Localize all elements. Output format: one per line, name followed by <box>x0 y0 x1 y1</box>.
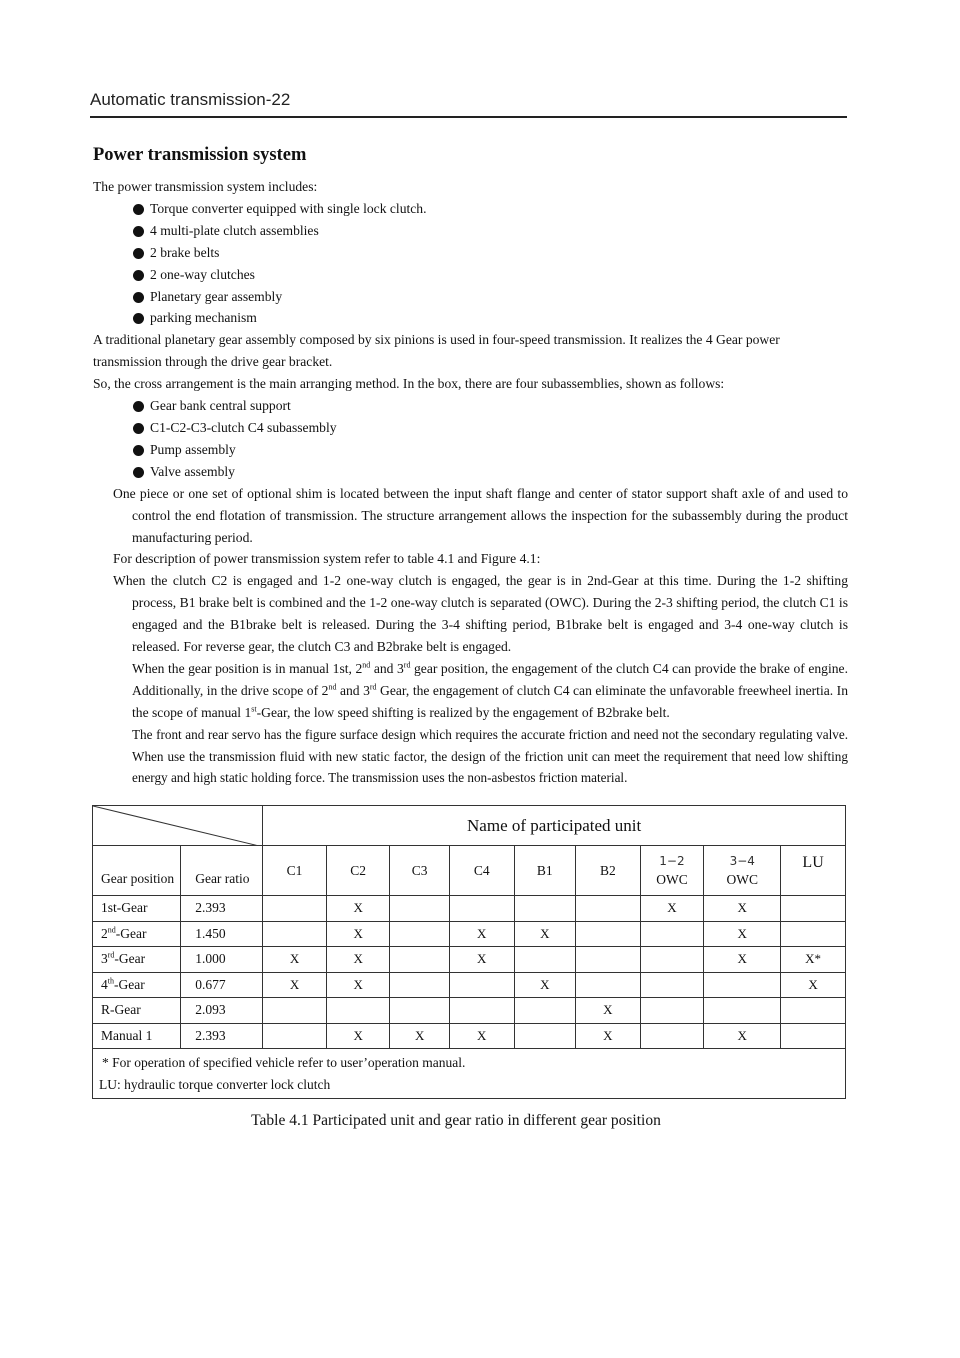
body-text <box>93 176 848 789</box>
gear-table <box>92 805 846 1099</box>
participated-unit-header: Name of participated unit <box>263 806 846 846</box>
bullet-icon <box>133 467 144 478</box>
gear-position-cell: Manual 1 <box>93 1023 181 1049</box>
subassembly-item <box>93 439 848 461</box>
page-header: Automatic transmission-22 <box>90 90 291 109</box>
subassembly-label: Gear bank central support <box>150 398 291 414</box>
table-row <box>93 921 846 947</box>
unit-header-b2: B2 <box>576 846 641 896</box>
engagement-cell: X <box>514 972 576 998</box>
engagement-cell <box>781 1023 846 1049</box>
bullet-icon <box>133 226 144 237</box>
unit-header-owc34: 3−4 OWC <box>704 846 781 896</box>
gear-ratio-header: Gear ratio <box>181 846 263 896</box>
engagement-cell <box>781 896 846 922</box>
subassembly-label: C1-C2-C3-clutch C4 subassembly <box>150 419 337 435</box>
gear-ratio-cell: 1.450 <box>181 921 263 947</box>
bullet-icon <box>133 445 144 456</box>
engagement-cell <box>263 921 327 947</box>
engagement-cell: X <box>326 972 390 998</box>
component-item <box>93 220 848 242</box>
unit-header-c1: C1 <box>263 846 327 896</box>
table-row <box>93 947 846 973</box>
gear-ratio-cell: 0.677 <box>181 972 263 998</box>
unit-header-c2: C2 <box>326 846 390 896</box>
engagement-cell <box>390 896 449 922</box>
table-notes <box>93 1049 846 1099</box>
diagonal-header-cell <box>93 806 263 846</box>
component-label: 4 multi-plate clutch assemblies <box>150 222 319 238</box>
gear-ratio-cell: 2.393 <box>181 1023 263 1049</box>
engagement-cell <box>514 896 576 922</box>
engagement-cell <box>640 972 704 998</box>
engagement-cell <box>576 896 641 922</box>
table-caption: Table 4.1 Participated unit and gear ratio in different gear position <box>251 1112 661 1129</box>
engagement-cell: X <box>704 1023 781 1049</box>
gear-rows <box>93 896 846 1049</box>
engagement-cell <box>326 998 390 1024</box>
engagement-cell: X <box>640 896 704 922</box>
gear-ratio-cell: 2.093 <box>181 998 263 1024</box>
unit-header-c4: C4 <box>449 846 514 896</box>
paragraph-4: For description of power transmission system refer to table 4.1 and Figure 4.1: <box>113 551 541 567</box>
paragraph-2: So, the cross arrangement is the main arranging method. In the box, there are four subassemblies, shown as follows: <box>93 376 725 392</box>
engagement-cell: X* <box>781 947 846 973</box>
engagement-cell <box>781 921 846 947</box>
bullet-icon <box>133 204 144 215</box>
subassembly-label: Pump assembly <box>150 441 236 457</box>
intro-text: The power transmission system includes: <box>93 179 318 194</box>
table-row <box>93 972 846 998</box>
engagement-cell: X <box>326 1023 390 1049</box>
component-item <box>93 198 848 220</box>
engagement-cell: X <box>326 896 390 922</box>
engagement-cell <box>514 947 576 973</box>
engagement-cell: X <box>704 947 781 973</box>
engagement-cell <box>263 1023 327 1049</box>
note-operation: * For operation of specified vehicle refer to user’operation manual. <box>102 1054 466 1070</box>
engagement-cell <box>514 998 576 1024</box>
subassembly-item <box>93 417 848 439</box>
engagement-cell: X <box>704 896 781 922</box>
gear-position-cell: 4th-Gear <box>93 972 181 998</box>
bullet-icon <box>133 423 144 434</box>
engagement-cell <box>576 972 641 998</box>
gear-position-cell: 2nd-Gear <box>93 921 181 947</box>
engagement-cell: X <box>263 972 327 998</box>
engagement-cell: X <box>576 998 641 1024</box>
component-item <box>93 286 848 308</box>
engagement-cell: X <box>781 972 846 998</box>
note-lu: LU: hydraulic torque converter lock clutch <box>99 1076 331 1092</box>
engagement-cell: X <box>449 947 514 973</box>
engagement-cell: X <box>449 1023 514 1049</box>
engagement-cell <box>263 896 327 922</box>
subassembly-list <box>93 395 848 483</box>
bullet-icon <box>133 270 144 281</box>
engagement-cell: X <box>576 1023 641 1049</box>
table-row <box>93 896 846 922</box>
component-label: Planetary gear assembly <box>150 288 283 304</box>
table-row <box>93 1023 846 1049</box>
engagement-cell <box>390 972 449 998</box>
table-row <box>93 998 846 1024</box>
engagement-cell <box>449 972 514 998</box>
unit-header-lu: LU <box>781 846 846 896</box>
unit-header-c3: C3 <box>390 846 449 896</box>
unit-header-b1: B1 <box>514 846 576 896</box>
engagement-cell <box>390 947 449 973</box>
gear-position-cell: 3rd-Gear <box>93 947 181 973</box>
gear-ratio-cell: 2.393 <box>181 896 263 922</box>
component-item <box>93 242 848 264</box>
engagement-cell <box>449 998 514 1024</box>
paragraph-6: When the gear position is in manual 1st, 2nd and 3rd gear position, the engagement of the clutch C4 can provide the brake of engine. Additionally, in the drive scope of 2nd and 3rd Gear, the engagement of clutch C4 can eliminate the unfavorable freewheel inertia. In the scope of manual 1st-Gear, the low speed shifting is realized by the engagement of B2brake belt. <box>132 660 848 720</box>
paragraph-1: A traditional planetary gear assembly composed by six pinions is used in four-speed transmission. It realizes the 4 Gear power transmission through the drive gear bracket. <box>93 332 780 370</box>
component-list <box>93 198 848 329</box>
engagement-cell: X <box>390 1023 449 1049</box>
engagement-cell <box>640 947 704 973</box>
engagement-cell <box>704 998 781 1024</box>
engagement-cell <box>514 1023 576 1049</box>
paragraph-5: When the clutch C2 is engaged and 1-2 one-way clutch is engaged, the gear is in 2nd-Gear at this time. During the 1-2 shifting process, B1 brake belt is combined and the 1-2 one-way clutch is separated (OWC). During the 2-3 shifting period, the clutch C1 is engaged and the B1brake belt is released. During the 3-4 shifting period, B1brake belt is engaged and 3-4 one-way clutch is released. For reverse gear, the clutch C3 and B2brake belt is engaged. <box>113 573 848 655</box>
subassembly-label: Valve assembly <box>150 463 235 479</box>
component-item <box>93 264 848 286</box>
paragraph-3: One piece or one set of optional shim is located between the input shaft flange and center of stator support shaft axle of and used to control the end flotation of transmission. The structure arrangement allows the inspection for the subassembly during the product manufacturing period. <box>113 485 848 545</box>
engagement-cell <box>640 1023 704 1049</box>
section-title: Power transmission system <box>93 145 307 165</box>
gear-position-cell: 1st-Gear <box>93 896 181 922</box>
engagement-cell <box>704 972 781 998</box>
subassembly-item <box>93 461 848 483</box>
bullet-icon <box>133 401 144 412</box>
engagement-cell <box>390 921 449 947</box>
engagement-cell <box>263 998 327 1024</box>
engagement-cell: X <box>326 921 390 947</box>
engagement-cell <box>390 998 449 1024</box>
component-label: 2 brake belts <box>150 244 220 260</box>
header-divider <box>90 116 847 118</box>
engagement-cell: X <box>514 921 576 947</box>
paragraph-7: The front and rear servo has the figure surface design which requires the accurate friction and need not the secondary regulating valve. When use the transmission fluid with new static factor, the design of the friction unit can meet the requirement that need low shifting energy and high static holding force. The transmission uses the non-asbestos friction material. <box>132 726 848 786</box>
gear-position-cell: R-Gear <box>93 998 181 1024</box>
component-item <box>93 307 848 329</box>
engagement-cell: X <box>449 921 514 947</box>
engagement-cell <box>449 896 514 922</box>
bullet-icon <box>133 292 144 303</box>
component-label: Torque converter equipped with single lock clutch. <box>150 200 427 216</box>
engagement-cell <box>781 998 846 1024</box>
gear-ratio-cell: 1.000 <box>181 947 263 973</box>
engagement-cell: X <box>326 947 390 973</box>
bullet-icon <box>133 248 144 259</box>
engagement-cell: X <box>704 921 781 947</box>
engagement-cell: X <box>263 947 327 973</box>
gear-position-header: Gear position <box>93 846 181 896</box>
engagement-cell <box>640 998 704 1024</box>
engagement-cell <box>576 921 641 947</box>
subassembly-item <box>93 395 848 417</box>
component-label: 2 one-way clutches <box>150 266 255 282</box>
component-label: parking mechanism <box>150 310 257 326</box>
unit-header-owc12: 1−2 OWC <box>640 846 704 896</box>
engagement-cell <box>640 921 704 947</box>
engagement-cell <box>576 947 641 973</box>
